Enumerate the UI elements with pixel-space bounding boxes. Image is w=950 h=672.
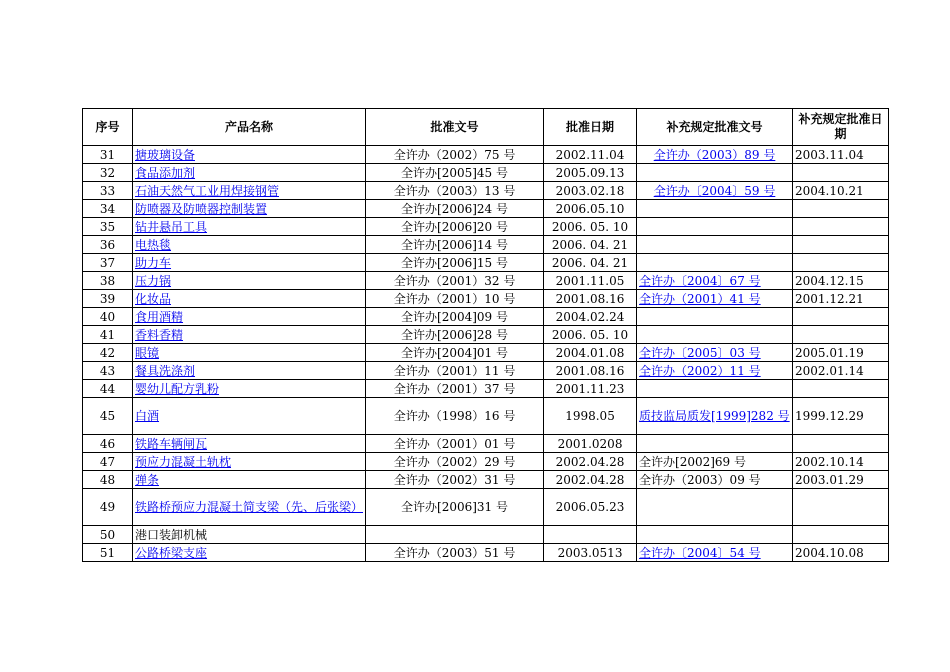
cell-approval-date: 2003.02.18 [544, 182, 637, 200]
cell-product-name[interactable] [133, 453, 366, 471]
cell-approval-date: 2006.05.23 [544, 489, 637, 526]
cell-supplement-doc[interactable] [637, 290, 793, 308]
cell-approval-doc: 全许办（2001）11 号 [366, 362, 544, 380]
cell-supplement-date [793, 218, 889, 236]
cell-product-name: 港口装卸机械 [133, 526, 366, 544]
cell-no: 43 [83, 362, 133, 380]
cell-approval-doc: 全许办[2006]15 号 [366, 254, 544, 272]
cell-approval-date: 2001.0208 [544, 435, 637, 453]
cell-approval-doc: 全许办[2004]09 号 [366, 308, 544, 326]
cell-product-name[interactable] [133, 218, 366, 236]
table-row [83, 526, 889, 544]
cell-approval-doc: 全许办（2002）31 号 [366, 471, 544, 489]
cell-supplement-date: 2002.01.14 [793, 362, 889, 380]
cell-approval-date: 2006. 04. 21 [544, 254, 637, 272]
cell-supplement-doc-link[interactable]: 质技监局质发[1999]282 号 [639, 409, 790, 423]
cell-no: 31 [83, 146, 133, 164]
cell-no: 33 [83, 182, 133, 200]
cell-product-name-link[interactable]: 石油天然气工业用焊接钢管 [135, 183, 280, 198]
cell-approval-date: 1998.05 [544, 398, 637, 435]
table-row [83, 200, 889, 218]
cell-approval-date: 2002.04.28 [544, 453, 637, 471]
cell-approval-date: 2006.05.10 [544, 200, 637, 218]
cell-product-name[interactable] [133, 326, 366, 344]
cell-approval-doc: 全许办（2001）01 号 [366, 435, 544, 453]
cell-supplement-doc [637, 200, 793, 218]
table-row [83, 326, 889, 344]
cell-no: 38 [83, 272, 133, 290]
cell-product-name-link[interactable]: 铁路桥预应力混凝土简支梁（先、后张梁） [135, 500, 364, 514]
cell-no: 39 [83, 290, 133, 308]
header-approval-date: 批准日期 [544, 109, 637, 146]
cell-supplement-doc-link[interactable]: 全许办〔2005〕03 号 [639, 345, 761, 360]
cell-supplement-date: 2005.01.19 [793, 344, 889, 362]
cell-supplement-date [793, 326, 889, 344]
cell-product-name[interactable] [133, 146, 366, 164]
cell-supplement-doc [637, 326, 793, 344]
cell-supplement-doc-link[interactable]: 全许办（2003）89 号 [653, 147, 776, 162]
cell-product-name-link[interactable]: 白酒 [135, 409, 160, 423]
cell-supplement-doc-link[interactable]: 全许办（2001）41 号 [639, 291, 761, 306]
cell-product-name[interactable] [133, 435, 366, 453]
cell-supplement-date [793, 380, 889, 398]
cell-product-name[interactable] [133, 362, 366, 380]
cell-product-name[interactable] [133, 200, 366, 218]
cell-approval-doc: 全许办（2001）10 号 [366, 290, 544, 308]
cell-supplement-date [793, 308, 889, 326]
cell-approval-doc: 全许办[2004]01 号 [366, 344, 544, 362]
cell-product-name-link[interactable]: 食用酒精 [135, 309, 184, 324]
cell-approval-date: 2005.09.13 [544, 164, 637, 182]
cell-supplement-doc [637, 308, 793, 326]
cell-supplement-doc [637, 435, 793, 453]
cell-approval-doc: 全许办（2003）13 号 [366, 182, 544, 200]
cell-product-name-link[interactable]: 铁路车辆闸瓦 [135, 436, 208, 451]
cell-supplement-doc [637, 164, 793, 182]
table-row [83, 290, 889, 308]
cell-product-name-link[interactable]: 助力车 [135, 255, 172, 270]
cell-supplement-doc [637, 526, 793, 544]
cell-supplement-date [793, 435, 889, 453]
cell-no: 40 [83, 308, 133, 326]
table-row [83, 380, 889, 398]
cell-supplement-date [793, 489, 889, 526]
cell-supplement-doc[interactable] [637, 182, 793, 200]
header-no: 序号 [83, 109, 133, 146]
cell-supplement-doc[interactable] [637, 344, 793, 362]
cell-no: 35 [83, 218, 133, 236]
cell-approval-doc: 全许办（2001）32 号 [366, 272, 544, 290]
cell-supplement-doc-link[interactable]: 全许办〔2004〕59 号 [653, 183, 776, 198]
cell-product-name-link[interactable]: 预应力混凝土轨枕 [135, 454, 232, 469]
cell-product-name[interactable] [133, 164, 366, 182]
cell-approval-doc: 全许办（2001）37 号 [366, 380, 544, 398]
cell-no: 50 [83, 526, 133, 544]
cell-approval-date: 2002.11.04 [544, 146, 637, 164]
cell-approval-date: 2006. 05. 10 [544, 218, 637, 236]
cell-supplement-date: 2003.01.29 [793, 471, 889, 489]
cell-supplement-date [793, 236, 889, 254]
table-row [83, 398, 889, 435]
cell-product-name-link[interactable]: 防喷器及防喷器控制装置 [135, 201, 268, 216]
cell-supplement-doc[interactable] [637, 544, 793, 562]
cell-supplement-doc: 全许办[2002]69 号 [637, 453, 793, 471]
cell-supplement-date: 1999.12.29 [793, 398, 889, 435]
table-row [83, 182, 889, 200]
cell-no: 48 [83, 471, 133, 489]
cell-supplement-date: 2004.10.21 [793, 182, 889, 200]
cell-supplement-doc-link[interactable]: 全许办〔2004〕54 号 [639, 545, 761, 560]
cell-product-name-link[interactable]: 眼镜 [135, 345, 160, 360]
cell-product-name[interactable] [133, 471, 366, 489]
cell-approval-date: 2006. 04. 21 [544, 236, 637, 254]
cell-approval-doc: 全许办[2006]28 号 [366, 326, 544, 344]
cell-approval-doc: 全许办[2006]20 号 [366, 218, 544, 236]
cell-product-name-link[interactable]: 公路桥梁支座 [135, 545, 208, 560]
cell-approval-date: 2001.08.16 [544, 290, 637, 308]
cell-product-name-link[interactable]: 电热毯 [135, 237, 172, 252]
cell-approval-doc: 全许办（2002）29 号 [366, 453, 544, 471]
cell-supplement-date: 2004.12.15 [793, 272, 889, 290]
cell-supplement-date: 2002.10.14 [793, 453, 889, 471]
cell-supplement-doc[interactable] [637, 362, 793, 380]
cell-approval-date: 2004.02.24 [544, 308, 637, 326]
table-row [83, 308, 889, 326]
cell-product-name-link[interactable]: 化妆品 [135, 291, 172, 306]
table-row [83, 236, 889, 254]
cell-no: 32 [83, 164, 133, 182]
header-row [83, 109, 889, 146]
cell-no: 51 [83, 544, 133, 562]
cell-approval-doc: 全许办（1998）16 号 [366, 398, 544, 435]
header-approval-doc: 批准文号 [366, 109, 544, 146]
table-row [83, 272, 889, 290]
header-supplement-date: 补充规定批准日期 [793, 109, 889, 146]
cell-approval-date [544, 526, 637, 544]
cell-product-name-link[interactable]: 弹条 [135, 472, 160, 487]
cell-supplement-date [793, 164, 889, 182]
cell-product-name[interactable] [133, 344, 366, 362]
table-row [83, 471, 889, 489]
table-row [83, 146, 889, 164]
cell-product-name[interactable] [133, 308, 366, 326]
cell-no: 46 [83, 435, 133, 453]
cell-product-name-link[interactable]: 搪玻璃设备 [135, 147, 196, 162]
cell-approval-doc: 全许办[2006]24 号 [366, 200, 544, 218]
table-row [83, 254, 889, 272]
cell-supplement-date [793, 200, 889, 218]
cell-approval-date: 2003.0513 [544, 544, 637, 562]
cell-supplement-doc [637, 236, 793, 254]
cell-approval-date: 2001.11.05 [544, 272, 637, 290]
cell-supplement-doc [637, 380, 793, 398]
table-row [83, 362, 889, 380]
table-row [83, 453, 889, 471]
cell-product-name-link[interactable]: 餐具洗涤剂 [135, 363, 196, 378]
header-supplement-doc: 补充规定批准文号 [637, 109, 793, 146]
cell-no: 41 [83, 326, 133, 344]
cell-product-name[interactable] [133, 254, 366, 272]
cell-approval-date: 2002.04.28 [544, 471, 637, 489]
table-row [83, 435, 889, 453]
cell-no: 37 [83, 254, 133, 272]
cell-supplement-date [793, 526, 889, 544]
cell-approval-doc: 全许办[2006]31 号 [366, 489, 544, 526]
cell-product-name[interactable] [133, 544, 366, 562]
cell-supplement-doc [637, 218, 793, 236]
cell-approval-date: 2004.01.08 [544, 344, 637, 362]
cell-approval-doc [366, 526, 544, 544]
cell-no: 45 [83, 398, 133, 435]
cell-product-name[interactable] [133, 272, 366, 290]
cell-approval-doc: 全许办（2002）75 号 [366, 146, 544, 164]
cell-supplement-doc[interactable] [637, 146, 793, 164]
cell-supplement-doc [637, 254, 793, 272]
cell-product-name[interactable] [133, 398, 366, 435]
table-row [83, 344, 889, 362]
cell-supplement-doc[interactable] [637, 272, 793, 290]
cell-approval-doc: 全许办[2006]14 号 [366, 236, 544, 254]
cell-product-name[interactable] [133, 236, 366, 254]
product-license-table [82, 108, 889, 562]
cell-supplement-doc[interactable] [637, 398, 793, 435]
table-row [83, 164, 889, 182]
cell-product-name[interactable] [133, 182, 366, 200]
table-row [83, 544, 889, 562]
cell-product-name-link[interactable]: 婴幼儿配方乳粉 [135, 381, 220, 396]
cell-product-name-link[interactable]: 压力锅 [135, 273, 172, 288]
cell-supplement-date: 2001.12.21 [793, 290, 889, 308]
cell-approval-date: 2001.08.16 [544, 362, 637, 380]
cell-supplement-doc-link[interactable]: 全许办（2002）11 号 [639, 363, 761, 378]
cell-supplement-date [793, 254, 889, 272]
cell-product-name[interactable] [133, 489, 366, 526]
cell-supplement-date: 2004.10.08 [793, 544, 889, 562]
header-product-name: 产品名称 [133, 109, 366, 146]
cell-no: 42 [83, 344, 133, 362]
cell-approval-date: 2001.11.23 [544, 380, 637, 398]
table-row [83, 489, 889, 526]
cell-no: 47 [83, 453, 133, 471]
table-row [83, 218, 889, 236]
cell-no: 49 [83, 489, 133, 526]
cell-no: 36 [83, 236, 133, 254]
cell-approval-doc: 全许办（2003）51 号 [366, 544, 544, 562]
cell-approval-date: 2006. 05. 10 [544, 326, 637, 344]
cell-product-name[interactable] [133, 290, 366, 308]
cell-supplement-date: 2003.11.04 [793, 146, 889, 164]
cell-supplement-doc [637, 489, 793, 526]
cell-product-name-link[interactable]: 香料香精 [135, 327, 184, 342]
cell-product-name-link[interactable]: 食品添加剂 [135, 165, 196, 180]
cell-supplement-doc: 全许办（2003）09 号 [637, 471, 793, 489]
cell-product-name-link[interactable]: 钻井悬吊工具 [135, 219, 208, 234]
cell-supplement-doc-link[interactable]: 全许办〔2004〕67 号 [639, 273, 761, 288]
cell-no: 44 [83, 380, 133, 398]
cell-product-name[interactable] [133, 380, 366, 398]
cell-no: 34 [83, 200, 133, 218]
cell-approval-doc: 全许办[2005]45 号 [366, 164, 544, 182]
